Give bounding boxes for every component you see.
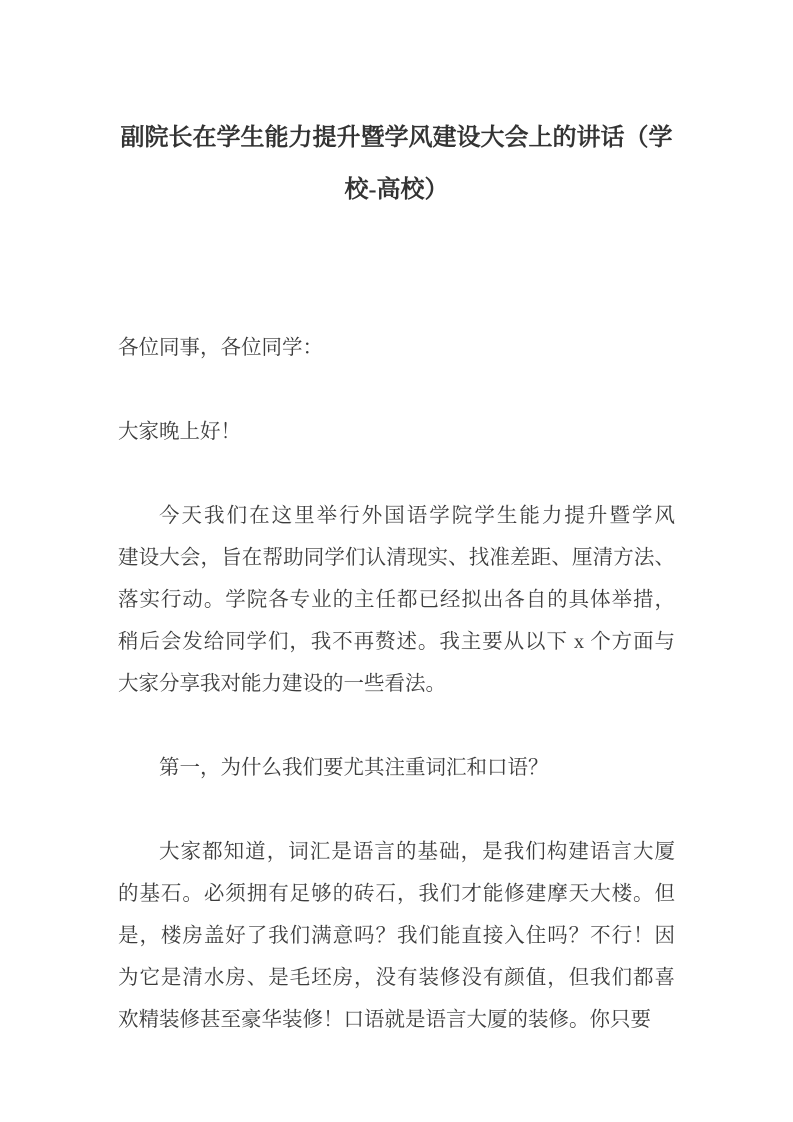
text-line: 落实行动。学院各专业的主任都已经拟出各自的具体举措，	[118, 589, 675, 611]
text-line: 欢精装修甚至豪华装修！口语就是语言大厦的装修。你只要	[118, 1009, 651, 1031]
text-line: 大家都知道，词汇是语言的基础，是我们构建语言大厦	[159, 841, 675, 863]
text-line: 大家分享我对能力建设的一些看法。	[118, 673, 446, 695]
paragraph	[118, 411, 675, 453]
document-title	[118, 112, 675, 216]
text-line: 稍后会发给同学们，我不再赘述。我主要从以下 x 个方面与	[118, 631, 675, 653]
paragraph	[118, 831, 675, 1041]
text-line: 各位同事，各位同学：	[118, 337, 323, 359]
document-body	[118, 327, 675, 1041]
paragraph	[118, 327, 675, 369]
paragraph	[118, 747, 675, 789]
text-line: 的基石。必须拥有足够的砖石，我们才能修建摩天大楼。但	[118, 883, 675, 905]
title-line: 校-高校）	[344, 177, 449, 203]
text-line: 建设大会，旨在帮助同学们认清现实、找准差距、厘清方法、	[118, 547, 675, 569]
text-line: 是，楼房盖好了我们满意吗？我们能直接入住吗？不行！因	[118, 925, 675, 947]
text-line: 今天我们在这里举行外国语学院学生能力提升暨学风	[159, 505, 675, 527]
text-line: 第一，为什么我们要尤其注重词汇和口语？	[159, 757, 549, 779]
title-line: 副院长在学生能力提升暨学风建设大会上的讲话（学	[120, 125, 673, 151]
paragraph	[118, 495, 675, 705]
text-line: 大家晚上好！	[118, 421, 241, 443]
text-line: 为它是清水房、是毛坯房，没有装修没有颜值，但我们都喜	[118, 967, 675, 989]
